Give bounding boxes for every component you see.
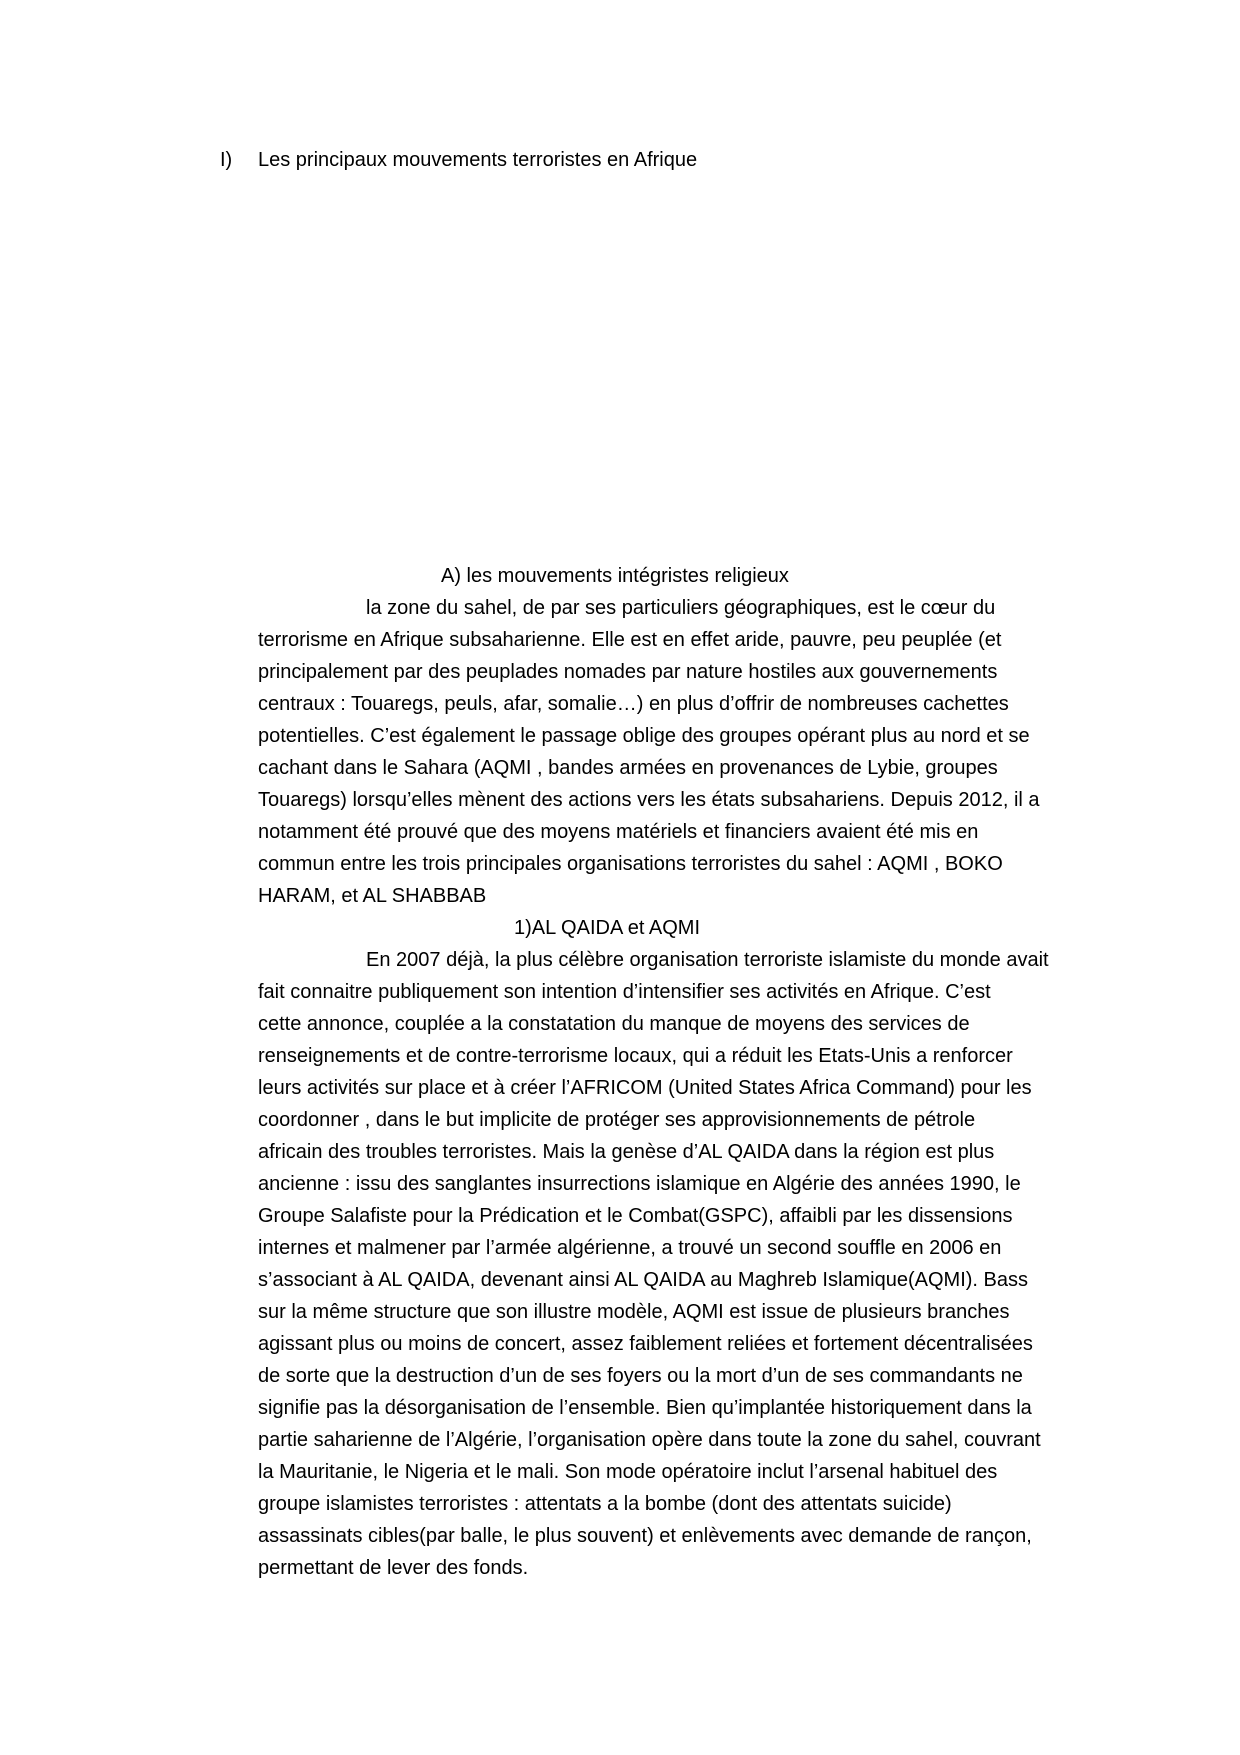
paragraph-line: coordonner , dans le but implicite de protéger ses approvisionnements de pétrole xyxy=(258,1109,976,1131)
paragraph-line: terrorisme en Afrique subsaharienne. Elle est en effet aride, pauvre, peu peuplée (et xyxy=(258,629,1002,651)
paragraph-line: leurs activités sur place et à créer l’AFRICOM (United States Africa Command) pour les xyxy=(258,1077,1032,1099)
paragraph-line: renseignements et de contre-terrorisme locaux, qui a réduit les Etats-Unis a renforcer xyxy=(258,1045,1013,1067)
paragraph-line: ancienne : issu des sanglantes insurrections islamique en Algérie des années 1990, le xyxy=(258,1173,1021,1195)
paragraph-line: HARAM, et AL SHABBAB xyxy=(258,885,487,907)
paragraph-line: Touaregs) lorsqu’elles mènent des actions vers les états subsahariens. Depuis 2012, il a xyxy=(258,789,1040,811)
paragraph-line: notamment été prouvé que des moyens matériels et financiers avaient été mis en xyxy=(258,821,979,843)
section-title: Les principaux mouvements terroristes en Afrique xyxy=(258,149,698,171)
paragraph-line: En 2007 déjà, la plus célèbre organisation terroriste islamiste du monde avait xyxy=(366,949,1049,971)
paragraph-line: de sorte que la destruction d’un de ses foyers ou la mort d’un de ses commandants ne xyxy=(258,1365,1023,1387)
section-heading xyxy=(220,148,697,172)
paragraph-line: principalement par des peuplades nomades par nature hostiles aux gouvernements xyxy=(258,661,998,683)
paragraph-line: agissant plus ou moins de concert, assez faiblement reliées et fortement décentralisées xyxy=(258,1333,1033,1355)
paragraph-line: Groupe Salafiste pour la Prédication et le Combat(GSPC), affaibli par les dissensions xyxy=(258,1205,1013,1227)
paragraph-line: partie saharienne de l’Algérie, l’organisation opère dans toute la zone du sahel, couvrant xyxy=(258,1429,1041,1451)
paragraph-line: cachant dans le Sahara (AQMI , bandes armées en provenances de Lybie, groupes xyxy=(258,757,998,779)
paragraph-line: centraux : Touaregs, peuls, afar, somalie…) en plus d’offrir de nombreuses cachettes xyxy=(258,693,1009,715)
paragraph-line: cette annonce, couplée a la constatation du manque de moyens des services de xyxy=(258,1013,970,1035)
section-number: I) xyxy=(220,149,233,171)
paragraph-line: africain des troubles terroristes. Mais la genèse d’AL QAIDA dans la région est plus xyxy=(258,1141,995,1163)
paragraph-line: la Mauritanie, le Nigeria et le mali. Son mode opératoire inclut l’arsenal habituel des xyxy=(258,1461,998,1483)
paragraph-line: sur la même structure que son illustre modèle, AQMI est issue de plusieurs branches xyxy=(258,1301,1010,1323)
paragraph-line: commun entre les trois principales organisations terroristes du sahel : AQMI , BOKO xyxy=(258,853,1003,875)
subsection-1-title: 1)AL QAIDA et AQMI xyxy=(514,917,700,939)
subsection-a-title: A) les mouvements intégristes religieux xyxy=(441,565,789,587)
paragraph-line: assassinats cibles(par balle, le plus souvent) et enlèvements avec demande de rançon, xyxy=(258,1525,1032,1547)
paragraph-line: groupe islamistes terroristes : attentats a la bombe (dont des attentats suicide) xyxy=(258,1493,952,1515)
paragraph-line: la zone du sahel, de par ses particuliers géographiques, est le cœur du xyxy=(366,597,996,619)
paragraph-line: fait connaitre publiquement son intention d’intensifier ses activités en Afrique. C’est xyxy=(258,981,991,1003)
paragraph-line: internes et malmener par l’armée algérienne, a trouvé un second souffle en 2006 en xyxy=(258,1237,1002,1259)
paragraph-line: signifie pas la désorganisation de l’ensemble. Bien qu’implantée historiquement dans la xyxy=(258,1397,1032,1419)
paragraph-line: potentielles. C’est également le passage oblige des groupes opérant plus au nord et se xyxy=(258,725,1030,747)
paragraph-line: permettant de lever des fonds. xyxy=(258,1557,529,1579)
paragraph-line: s’associant à AL QAIDA, devenant ainsi AL QAIDA au Maghreb Islamique(AQMI). Bass xyxy=(258,1269,1028,1291)
